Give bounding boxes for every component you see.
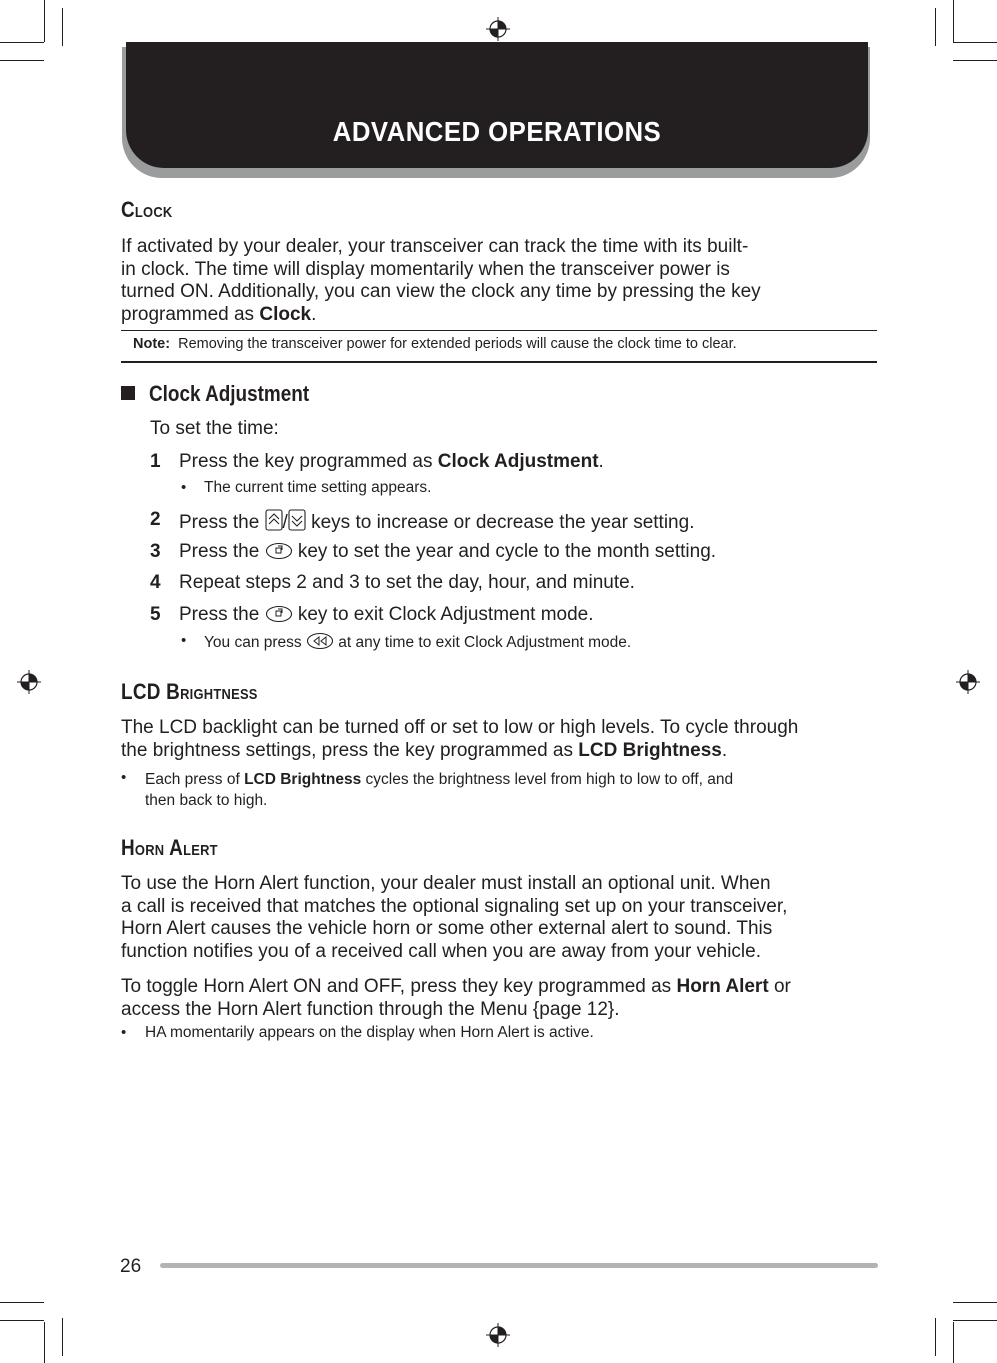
ok-key-icon [265, 605, 293, 623]
step-text: Press the / keys to increase or decrease the year setting. [179, 509, 694, 534]
clock-paragraph-line: If activated by your dealer, your transceiver can track the time with its built- [121, 236, 749, 257]
ok-key-icon [265, 542, 293, 560]
clock-adjustment-heading: Clock Adjustment [121, 381, 335, 407]
up-key-icon [265, 509, 283, 531]
esc-key-icon [306, 632, 334, 650]
step-number: 1 [150, 451, 161, 472]
clock-note: Note: Removing the transceiver power for extended periods will cause the clock time to clear. [133, 336, 737, 352]
step-note: The current time setting appears. [204, 479, 432, 496]
horn-paragraph-line: function notifies you of a received call when you are away from your vehicle. [121, 940, 761, 962]
horn-paragraph-line: access the Horn Alert function through the Menu {page 12}. [121, 998, 620, 1020]
horn-paragraph-line: To use the Horn Alert function, your dealer must install an optional unit. When [121, 873, 771, 894]
registration-mark-top-icon [486, 17, 510, 41]
chapter-header [126, 42, 868, 168]
clock-paragraph [121, 236, 881, 326]
horn-alert-heading: Horn Alert [121, 835, 218, 860]
bullet-dot: • [181, 632, 187, 649]
down-key-icon [288, 509, 306, 531]
lcd-paragraph-line: The LCD backlight can be turned off or set to low or high levels. To cycle through [121, 717, 799, 738]
step-number: 2 [150, 509, 161, 530]
bullet-dot: • [181, 479, 187, 496]
bullet-dot: • [121, 769, 127, 786]
step-number: 4 [150, 572, 161, 593]
registration-mark-bottom-icon [486, 1323, 510, 1347]
section-square-icon [121, 386, 135, 400]
clock-heading: Clock [121, 197, 173, 222]
lcd-brightness-paragraph [121, 717, 881, 762]
lcd-brightness-note: Each press of LCD Brightness cycles the brightness level from high to low to off, and then back to high. [145, 771, 734, 809]
step-number: 3 [150, 541, 161, 562]
step-text: Press the key to set the year and cycle to the month setting. [179, 541, 717, 562]
footer-rule [160, 1263, 878, 1268]
clock-adjustment-intro: To set the time: [150, 418, 279, 439]
lcd-brightness-heading: LCD Brightness [121, 679, 258, 704]
clock-paragraph-line: in clock. The time will display momentarily when the transceiver power is [121, 258, 730, 280]
step-text: Press the key to exit Clock Adjustment mode. [179, 604, 594, 625]
step-note: You can press at any time to exit Clock Adjustment mode. [204, 634, 632, 651]
step-text: Press the key programmed as Clock Adjustment. [179, 451, 604, 472]
step-text: Repeat steps 2 and 3 to set the day, hour, and minute. [179, 572, 635, 593]
registration-mark-left-icon [17, 670, 41, 694]
horn-paragraph-line: Horn Alert causes the vehicle horn or some other external alert to sound. This [121, 918, 773, 939]
clock-paragraph-line: programmed as Clock. [121, 303, 317, 325]
lcd-paragraph-line: the brightness settings, press the key programmed as LCD Brightness. [121, 739, 728, 761]
bullet-dot: • [121, 1024, 127, 1041]
horn-alert-note: HA momentarily appears on the display when Horn Alert is active. [145, 1024, 594, 1041]
page-number: 26 [120, 1256, 142, 1277]
horn-alert-paragraph-2 [121, 976, 881, 1021]
horn-alert-paragraph-1 [121, 873, 881, 963]
horn-paragraph-line: a call is received that matches the optional signaling set up on your transceiver, [121, 895, 788, 917]
registration-mark-right-icon [956, 670, 980, 694]
step-number: 5 [150, 604, 161, 625]
horn-paragraph-line: To toggle Horn Alert ON and OFF, press they key programmed as Horn Alert or [121, 976, 791, 997]
clock-paragraph-line: turned ON. Additionally, you can view the clock any time by pressing the key [121, 281, 761, 302]
chapter-title: ADVANCED OPERATIONS [332, 116, 662, 147]
